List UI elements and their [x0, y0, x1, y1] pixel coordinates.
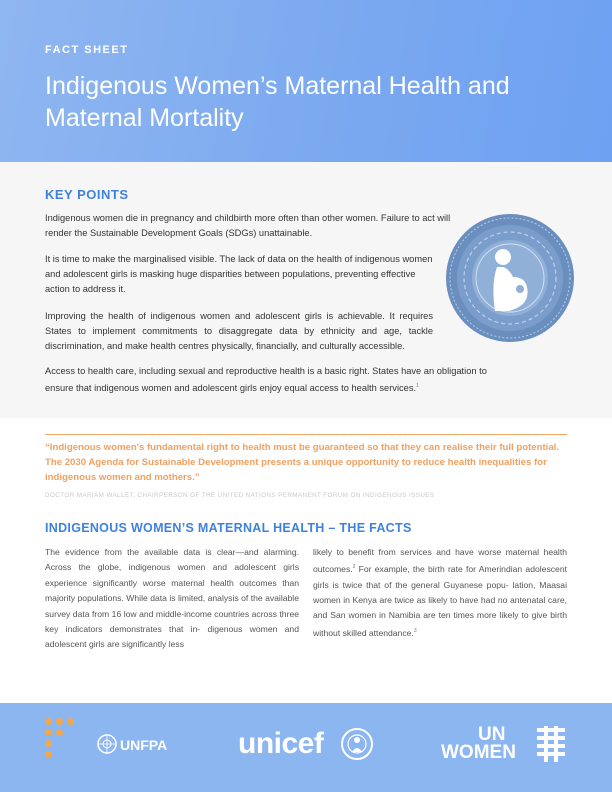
- footnote-mark: 1: [416, 383, 419, 389]
- key-points-heading: KEY POINTS: [45, 187, 129, 202]
- quote-attribution: DOCTOR MARIAM WALLET, CHAIRPERSON OF THE UNITED NATIONS PERMANENT FORUM ON INDIGENOUS ISSUES: [45, 492, 435, 499]
- unicef-emblem-icon: [340, 727, 374, 761]
- key-point-paragraph: Indigenous women die in pregnancy and childbirth more often than other women. Failure to act will render the Sustainable Development Goals (SDGs) unattainable.: [45, 213, 451, 238]
- eyebrow-label: FACT SHEET: [45, 44, 129, 56]
- footnote-mark: 2: [352, 564, 356, 571]
- pull-quote: “Indigenous women's fundamental right to health must be guaranteed so that they can realise their full potential. The 2030 Agenda for Sustainable Development presents a unique opportunity to reduce health inequalities for indigenous women and mothers.”: [45, 442, 560, 483]
- key-point-paragraph: It is time to make the marginalised visible. The lack of data on the health of indigenous women and adolescent girls is masking huge disparities between populations, preventing effective action to address it.: [45, 254, 433, 294]
- un-emblem-icon: [97, 734, 117, 754]
- pregnant-woman-emblem-icon: [445, 213, 575, 343]
- key-point-paragraph: Improving the health of indigenous women and adolescent girls is achievable. It requires States to implement commitments to disaggregate data by ethnicity and age, tackle discrimination, and make health centres physically, financially, and culturally accessible.: [45, 311, 433, 351]
- facts-column-right: likely to benefit from services and have worse maternal health outcomes.$^2$ For example, the birth rate for Amerindian adolescent girls is twice that of the general Guyanese popu- lation, Maasai women in Kenya are twice as likely to have had no antenatal care, and San women in Namibia are ten times more likely to give birth without skilled attendance.$^3$: [313, 547, 567, 638]
- footnote-mark: 3: [413, 627, 417, 634]
- key-point-paragraph: Access to health care, including sexual and reproductive health is a basic right. States have an obligation to ensure that indigenous women and adolescent girls enjoy equal access to health services.$^1$: [45, 366, 487, 394]
- quote-divider: [45, 434, 567, 435]
- unicef-logo: unicef: [238, 727, 324, 760]
- un-women-logo-un: UN: [478, 724, 506, 745]
- facts-column-left: The evidence from the available data is clear—and alarming. Across the globe, indigenous women and adolescent girls experience significantly worse maternal health outcomes than majority populations. While data is limited, analysis of the available survey data from 16 low and middle-income countries across three key indicators demonstrates that in- digenous women and adolescent girls are significantly less: [45, 547, 299, 650]
- unfpa-dots-icon: [45, 718, 75, 758]
- unfpa-logo: UNFPA: [120, 737, 168, 753]
- header-banner: [0, 0, 612, 162]
- un-women-logo-women: WOMEN: [441, 742, 516, 763]
- page-title: Indigenous Women’s Maternal Health and Maternal Mortality: [45, 72, 510, 132]
- un-women-emblem-icon: [535, 726, 567, 762]
- facts-heading: INDIGENOUS WOMEN’S MATERNAL HEALTH – THE FACTS: [45, 521, 412, 535]
